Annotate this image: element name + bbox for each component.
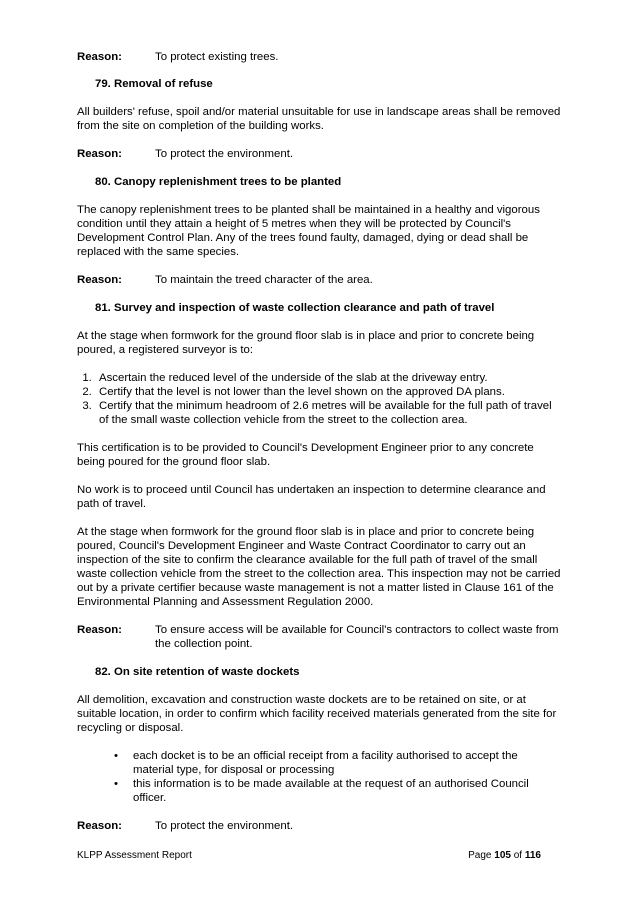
reason-row	[77, 50, 561, 64]
page-prefix: Page	[468, 850, 492, 861]
reason-label: Reason:	[77, 148, 122, 160]
list-item-text: this information is to be made available at the request of an authorised Council officer.	[133, 778, 529, 804]
reason-row	[77, 147, 561, 161]
section-81-paragraph: This certification is to be provided to Council's Development Engineer prior to any concrete being poured for the ground floor slab.	[77, 442, 534, 468]
section-81-paragraph: At the stage when formwork for the ground floor slab is in place and prior to concrete being poured, Council's Development Engineer and Waste Contract Coordinator to carry out an inspection of the site to confirm the clearance available for the full path of travel of the small waste collection vehicle from the street to the collection area. This inspection may not be carried out by a private certifier because waste management is not a matter listed in Clause 161 of the Environmental Planning and Assessment Regulation 2000.	[77, 526, 561, 608]
page-number: 105	[494, 850, 511, 861]
section-heading-79: 79. Removal of refuse	[95, 78, 213, 90]
list-item	[114, 749, 561, 777]
list-item: 1. Ascertain the reduced level of the underside of the slab at the driveway entry.	[95, 371, 561, 385]
section-heading-80: 80. Canopy replenishment trees to be planted	[95, 176, 342, 188]
surveyor-task-list	[77, 371, 561, 427]
report-name: KLPP Assessment Report	[77, 850, 192, 861]
page-of: of	[513, 850, 523, 861]
docket-requirements-list	[77, 749, 561, 805]
bullet-icon: •	[114, 750, 118, 762]
section-80-body: The canopy replenishment trees to be planted shall be maintained in a healthy and vigorous condition until they attain a height of 5 metres when they will be protected by Council's Development Control Plan. Any of the trees found faulty, damaged, dying or dead shall be replaced with the same species.	[77, 204, 540, 258]
reason-text: To protect the environment.	[155, 148, 294, 160]
reason-text: To ensure access will be available for Council's contractors to collect waste from the collection point.	[155, 624, 559, 650]
reason-row	[77, 819, 561, 833]
reason-row	[77, 623, 561, 651]
bullet-icon: •	[114, 778, 118, 790]
section-heading-82: 82. On site retention of waste dockets	[95, 666, 300, 678]
reason-label: Reason:	[77, 274, 122, 286]
page-total: 116	[524, 850, 541, 861]
section-81-paragraph: No work is to proceed until Council has undertaken an inspection to determine clearance and path of travel.	[77, 484, 546, 510]
list-item	[114, 777, 561, 805]
list-item: 2. Certify that the level is not lower than the level shown on the approved DA plans.	[95, 385, 561, 399]
reason-label: Reason:	[77, 624, 122, 636]
reason-label: Reason:	[77, 820, 122, 832]
reason-text: To maintain the treed character of the area.	[155, 274, 373, 286]
section-79-body: All builders' refuse, spoil and/or material unsuitable for use in landscape areas shall be removed from the site on completion of the building works.	[77, 106, 561, 132]
section-82-body: All demolition, excavation and construction waste dockets are to be retained on site, or at suitable location, in order to confirm which facility received materials generated from the site for recycling or disposal.	[77, 694, 557, 734]
reason-text: To protect the environment.	[155, 820, 294, 832]
reason-label: Reason:	[77, 51, 122, 63]
list-item: 3. Certify that the minimum headroom of 2.6 metres will be available for the full path of travel of the small waste collection vehicle from the street to the collection area.	[95, 399, 561, 427]
reason-text: To protect existing trees.	[155, 51, 279, 63]
document-page	[77, 50, 561, 847]
section-heading-81: 81. Survey and inspection of waste collection clearance and path of travel	[95, 302, 495, 314]
reason-row	[77, 273, 561, 287]
page-number-indicator	[468, 850, 541, 862]
list-item-text: each docket is to be an official receipt from a facility authorised to accept the material type, for disposal or processing	[133, 750, 518, 776]
section-81-intro: At the stage when formwork for the ground floor slab is in place and prior to concrete being poured, a registered surveyor is to:	[77, 330, 535, 356]
